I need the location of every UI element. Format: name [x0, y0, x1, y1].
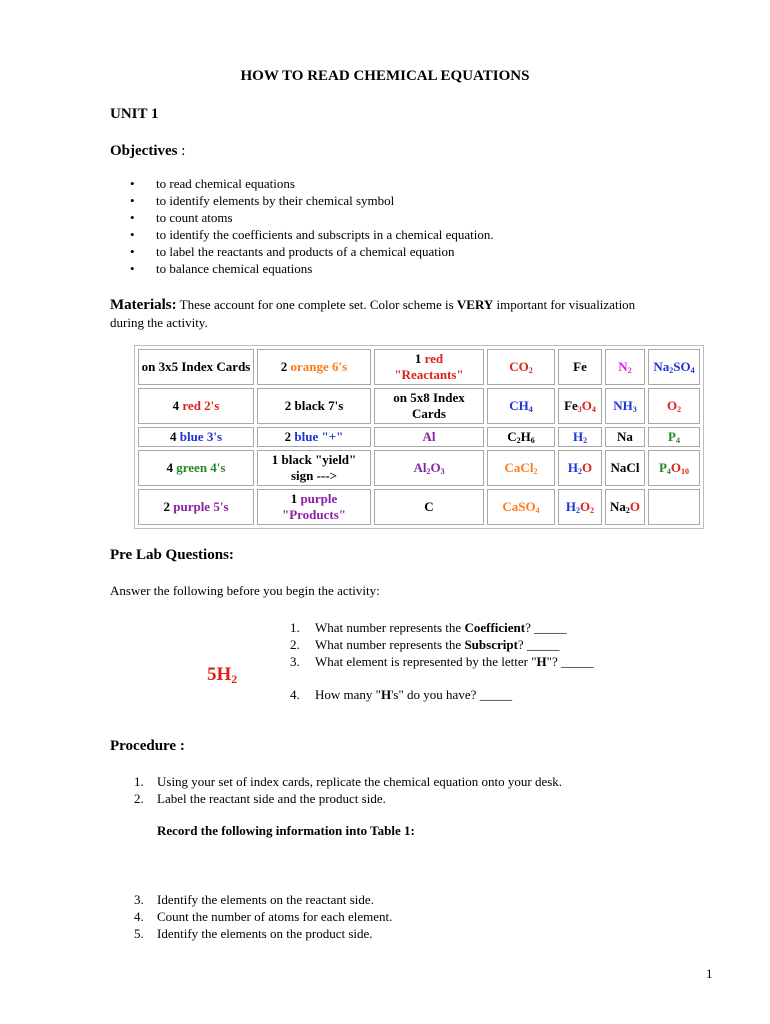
formula-cell: $H_2O$: [558, 450, 602, 486]
formula-cell: CaCl$_2$: [487, 450, 555, 486]
page-title: HOW TO READ CHEMICAL EQUATIONS: [240, 68, 530, 84]
table-cell: C: [374, 489, 484, 525]
formula-cell: $CH_4$: [487, 388, 555, 424]
table-cell: 4 green 4's: [138, 450, 254, 486]
materials-paragraph: [110, 296, 670, 331]
procedure-list: [134, 891, 392, 942]
question-item: 3. What element is represented by the letter "H"? _____: [290, 654, 594, 669]
table-cell: on 5x8 Index Cards: [374, 388, 484, 424]
objective-item: • to count atoms: [130, 209, 494, 226]
table-cell: 2 orange 6's: [257, 349, 371, 385]
table-row: [138, 489, 700, 525]
materials-table: [134, 345, 704, 529]
prelab-questions: [290, 619, 630, 703]
table-cell: 2 blue "+": [257, 427, 371, 447]
objective-item: • to identify elements by their chemical symbol: [130, 192, 494, 209]
table-cell: Al: [374, 427, 484, 447]
procedure-heading: Procedure :: [110, 738, 185, 754]
procedure-step: 2. Label the reactant side and the product side.: [134, 791, 386, 806]
formula-cell: $NH_3$: [605, 388, 645, 424]
objectives-label: Objectives: [110, 143, 178, 159]
formula-cell: $P_4$: [648, 427, 700, 447]
table-cell: 4 red 2's: [138, 388, 254, 424]
procedure-list: [134, 773, 562, 807]
formula-cell: $O_2$: [648, 388, 700, 424]
formula-cell: $Fe_3O_4$: [558, 388, 602, 424]
objectives-heading: [110, 143, 185, 160]
formula-cell: NaCl: [605, 450, 645, 486]
table-row: [138, 349, 700, 385]
procedure-step: 1. Using your set of index cards, replicate the chemical equation onto your desk.: [134, 774, 563, 789]
objective-item: • to label the reactants and products of a chemical equation: [130, 243, 494, 260]
materials-text: These account for one complete set. Color scheme is: [176, 297, 457, 312]
materials-heading: Materials:: [110, 297, 177, 313]
formula-cell: $Na_2O$: [605, 489, 645, 525]
objective-item: • to identify the coefficients and subscripts in a chemical equation.: [130, 226, 494, 243]
question-item: 2. What number represents the Subscript? _____: [290, 637, 560, 652]
unit-heading: UNIT 1: [110, 106, 159, 122]
table-cell: 1 red "Reactants": [374, 349, 484, 385]
objectives-list: [130, 175, 494, 277]
formula-cell: $P_4O_{10}$: [648, 450, 700, 486]
table-cell: 2 black 7's: [257, 388, 371, 424]
table-row: [138, 427, 700, 447]
table-cell: on 3x5 Index Cards: [138, 349, 254, 385]
question-item: 4. How many "H's" do you have? _____: [290, 687, 513, 702]
objective-item: • to balance chemical equations: [130, 260, 494, 277]
formula-cell: CaSO$_4$: [487, 489, 555, 525]
formula-cell: $H_2O_2$: [558, 489, 602, 525]
table-cell: $Al_2O_3$: [374, 450, 484, 486]
formula-cell: [648, 489, 700, 525]
formula-cell: Na: [605, 427, 645, 447]
formula-cell: $Na_2SO_4$: [648, 349, 700, 385]
procedure-step: 5. Identify the elements on the product side.: [134, 926, 373, 941]
formula-cell: $CO_2$: [487, 349, 555, 385]
table-row: [138, 388, 700, 424]
formula-cell: $C_2H_6$: [487, 427, 555, 447]
table-row: [138, 450, 700, 486]
table-cell: 1 black "yield" sign --->: [257, 450, 371, 486]
formula-cell: Fe: [558, 349, 602, 385]
procedure-step: 3. Identify the elements on the reactant side.: [134, 892, 374, 907]
objective-item: • to read chemical equations: [130, 175, 494, 192]
formula-cell: $N_2$: [605, 349, 645, 385]
page-number: 1: [706, 966, 713, 981]
procedure-step: 4. Count the number of atoms for each element.: [134, 909, 393, 924]
record-instruction: Record the following information into Table 1:: [157, 823, 415, 838]
table-cell: 2 purple 5's: [138, 489, 254, 525]
table-cell: 1 purple "Products": [257, 489, 371, 525]
materials-emphasis: VERY: [456, 297, 494, 312]
table-cell: 4 blue 3's: [138, 427, 254, 447]
materials-text: important for visualization during the activity.: [110, 297, 636, 330]
example-formula: $5H_2$: [207, 664, 238, 686]
prelab-instruction: Answer the following before you begin the activity:: [110, 583, 380, 598]
question-item: 1. What number represents the Coefficient? _____: [290, 620, 567, 635]
objectives-colon: :: [177, 143, 186, 159]
formula-cell: $H_2$: [558, 427, 602, 447]
prelab-heading: Pre Lab Questions:: [110, 547, 234, 563]
